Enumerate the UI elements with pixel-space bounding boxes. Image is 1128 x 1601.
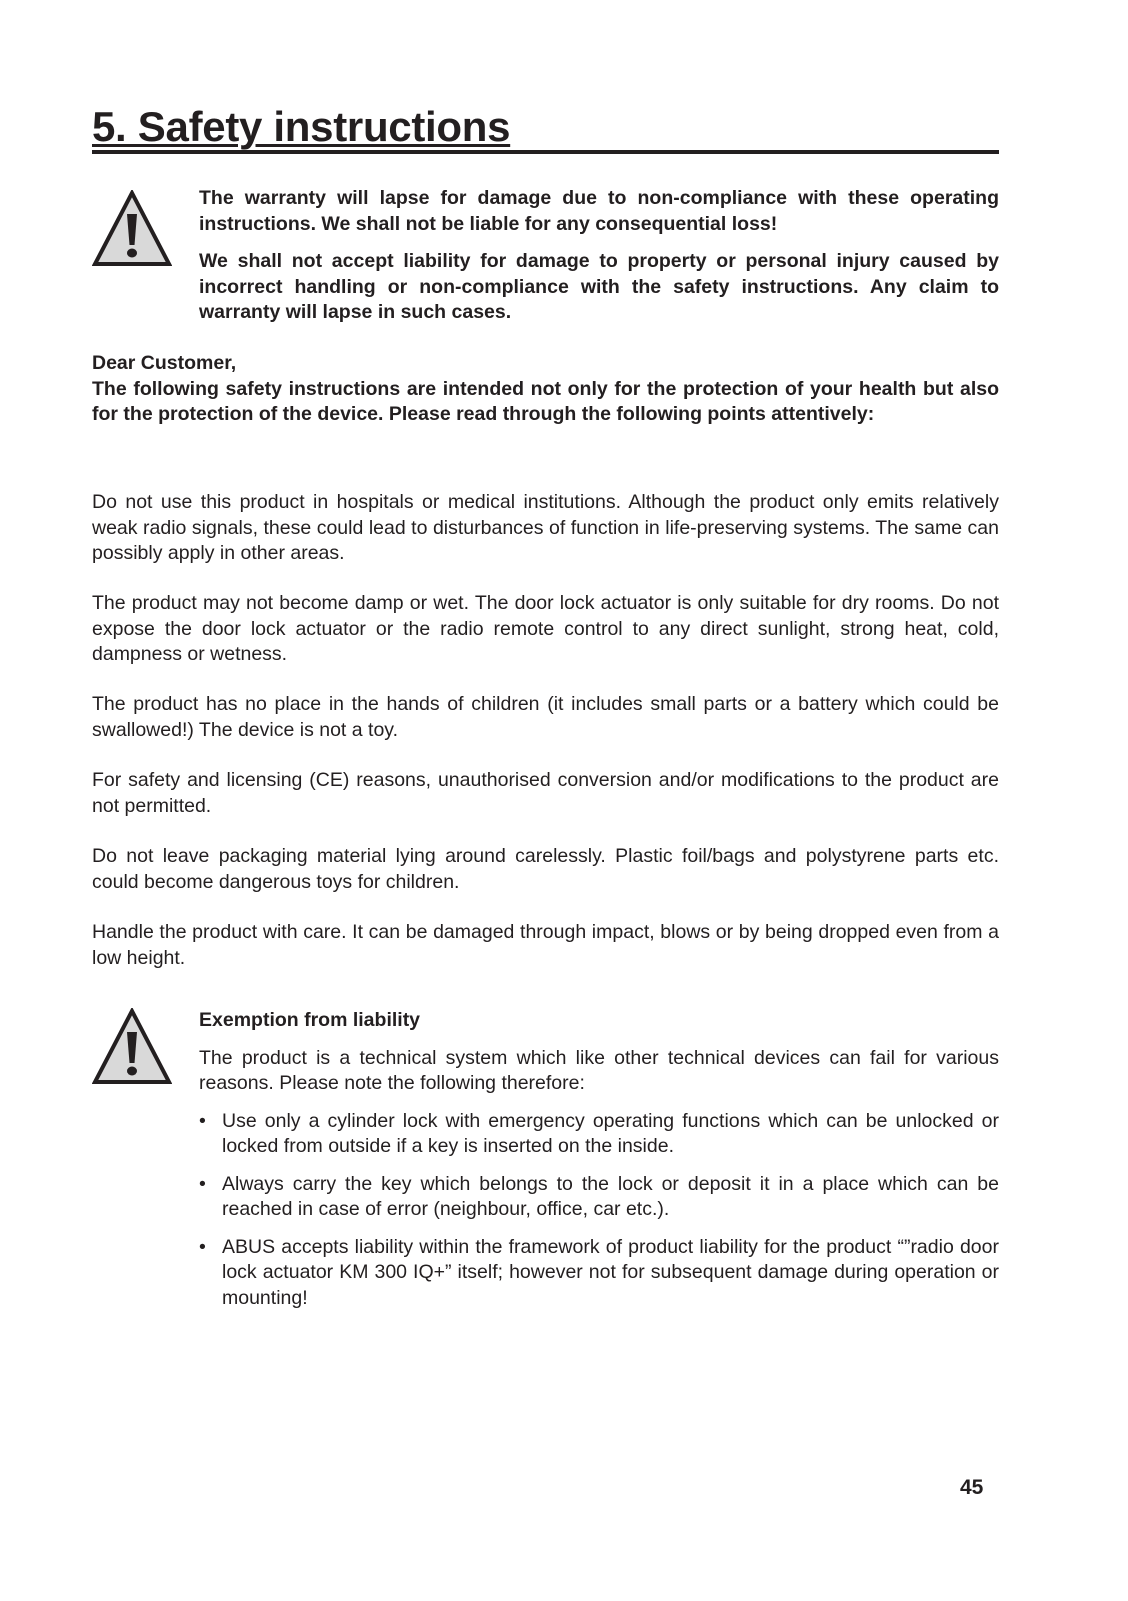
warranty-warning — [199, 186, 999, 326]
bullet-symbol: • — [199, 1172, 206, 1195]
list-item-text: Use only a cylinder lock with emergency operating functions which can be unlocked or locked from outside if a key is inserted on the inside. — [222, 1109, 999, 1157]
paragraph-hospitals: Do not use this product in hospitals or medical institutions. Although the product only emits relatively weak radio signals, these could lead to disturbances of function in life-preserving systems. The same can possibly apply in other areas. — [92, 491, 999, 564]
bullet-symbol: • — [199, 1109, 206, 1132]
list-item-text: ABUS accepts liability within the framework of product liability for the product “”radio door lock actuator KM 300 IQ+” itself; however not for subsequent damage during operation or mounting! — [222, 1235, 999, 1309]
safety-paragraph — [92, 844, 999, 895]
paragraph-packaging: Do not leave packaging material lying around carelessly. Plastic foil/bags and polystyrene parts etc. could become dangerous toys for children. — [92, 845, 999, 893]
safety-paragraph — [92, 768, 999, 819]
page-title: 5. Safety instructions — [92, 103, 511, 150]
exemption-intro: The product is a technical system which like other technical devices can fail for various reasons. Please note the following therefore: — [199, 1046, 999, 1094]
bullet-symbol: • — [199, 1235, 206, 1258]
warranty-warning-text-2: We shall not accept liability for damage to property or personal injury caused by incorrect handling or non-compliance with the safety instructions. Any claim to warranty will lapse in such cases. — [199, 250, 999, 323]
paragraph-licensing: For safety and licensing (CE) reasons, unauthorised conversion and/or modifications to the product are not permitted. — [92, 769, 999, 817]
list-item — [199, 1109, 999, 1160]
safety-paragraph — [92, 490, 999, 567]
list-item — [199, 1235, 999, 1312]
exemption-title: Exemption from liability — [199, 1009, 421, 1031]
page-heading — [92, 104, 999, 154]
warning-triangle-icon — [92, 190, 172, 268]
list-item — [199, 1172, 999, 1223]
safety-paragraph — [92, 591, 999, 668]
exemption-from-liability — [199, 1008, 999, 1323]
safety-paragraph — [92, 692, 999, 743]
intro-text: The following safety instructions are intended not only for the protection of your health but also for the protection of the device. Please read through the following points attentively: — [92, 377, 999, 425]
warning-triangle-icon — [92, 1008, 172, 1086]
customer-intro — [92, 351, 999, 428]
exemption-list — [199, 1109, 999, 1312]
salutation: Dear Customer, — [92, 352, 237, 374]
paragraph-damp: The product may not become damp or wet. The door lock actuator is only suitable for dry rooms. Do not expose the door lock actuator or the radio remote control to any direct sunlight, strong heat, cold, dampness or wetness. — [92, 592, 999, 665]
page-number: 45 — [960, 1476, 984, 1499]
paragraph-children: The product has no place in the hands of children (it includes small parts or a battery which could be swallowed!) The device is not a toy. — [92, 693, 999, 741]
list-item-text: Always carry the key which belongs to the lock or deposit it in a place which can be reached in case of error (neighbour, office, car etc.). — [222, 1172, 999, 1220]
paragraph-handling: Handle the product with care. It can be damaged through impact, blows or by being dropped even from a low height. — [92, 921, 999, 969]
safety-paragraph — [92, 920, 999, 971]
warranty-warning-text-1: The warranty will lapse for damage due to non-compliance with these operating instructions. We shall not be liable for any consequential loss! — [199, 187, 999, 235]
